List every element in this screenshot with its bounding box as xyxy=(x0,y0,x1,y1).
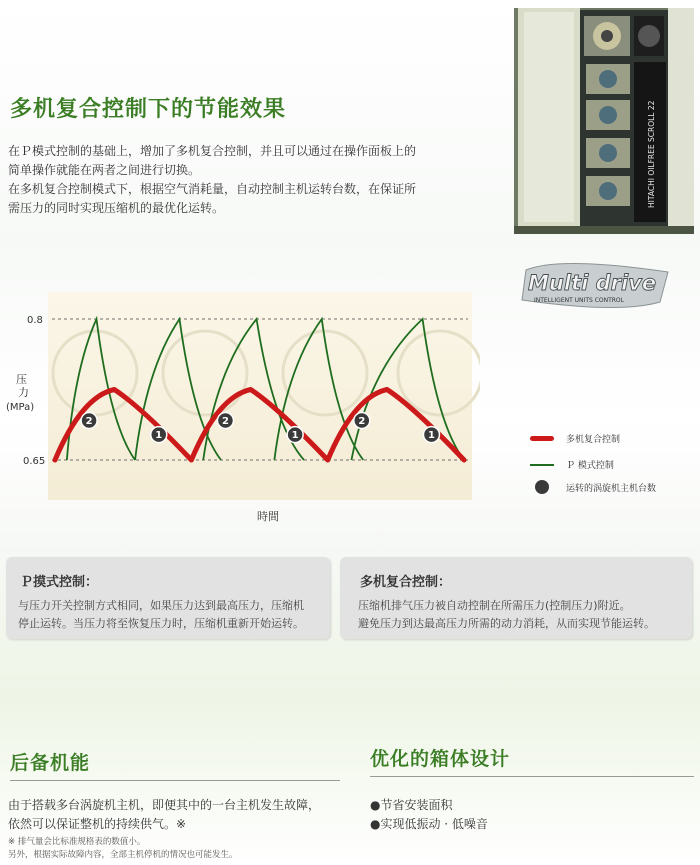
section-title-energy-saving: 多机复合控制下的节能效果 xyxy=(10,97,287,122)
ylabel-char: 力 xyxy=(18,386,29,399)
legend-item-multi xyxy=(530,432,620,445)
section-title-backup: 后备机能 xyxy=(10,752,91,774)
ytick-label-high: 0.8 xyxy=(27,315,43,326)
ytick-label-low: 0.65 xyxy=(23,456,46,467)
legend-item-units xyxy=(530,480,656,494)
bullet-item: ●节省安装面积 xyxy=(370,798,453,812)
panel-p-mode xyxy=(6,557,330,639)
legend-label: 运转的涡旋机主机台数 xyxy=(566,483,657,494)
unit-count-label: 2 xyxy=(221,416,229,428)
section-title-design: 优化的箱体设计 xyxy=(370,748,511,770)
panel-line: 与压力开关控制方式相同，如果压力达到最高压力，压缩机 xyxy=(18,599,304,612)
unit-count-label: 2 xyxy=(358,416,366,428)
panel-title: 多机复合控制： xyxy=(360,575,452,590)
panel-line: 停止运转。当压力将至恢复压力时，压缩机重新开始运转。 xyxy=(18,617,304,630)
note-line: 另外，根据实际故障内容，全部主机停机的情况也可能发生。 xyxy=(8,850,238,860)
intro-line: 在多机复合控制模式下，根据空气消耗量，自动控制主机运转台数，在保证所 xyxy=(8,182,417,196)
xlabel: 時間 xyxy=(257,510,279,523)
logo-sub-text: INTELLIGENT UNITS CONTROL xyxy=(534,297,624,304)
panel-multi-control xyxy=(340,557,692,639)
compressor-photo xyxy=(514,8,694,234)
intro-line: 需压力的同时实现压缩机的最优化运转。 xyxy=(8,201,225,215)
logo-main-text: Multi drive xyxy=(528,271,657,295)
multidrive-logo xyxy=(520,258,670,312)
panel-line: 压缩机排气压力被自动控制在所需压力(控制压力)附近。 xyxy=(358,599,631,612)
legend-label: 多机复合控制 xyxy=(566,435,621,445)
legend-swatch-green xyxy=(530,464,554,466)
intro-line: 简单操作就能在两者之间进行切换。 xyxy=(8,163,201,177)
backup-line: 依然可以保证整机的持续供气。※ xyxy=(8,817,187,831)
machine-label: HITACHI OILFREE SCROLL 22 xyxy=(647,100,656,208)
backup-text xyxy=(8,796,320,834)
design-bullets xyxy=(370,796,488,834)
backup-line: 由于搭载多台涡旋机主机，即便其中的一台主机发生故障， xyxy=(8,798,321,812)
note-line: ※ 排气量会比标准规格表的数值小。 xyxy=(8,837,146,847)
legend-label: Ｐ 模式控制 xyxy=(566,461,614,471)
panel-title: Ｐ摸式控制： xyxy=(20,575,99,590)
legend-swatch-red xyxy=(530,436,554,441)
section-divider xyxy=(370,776,694,777)
panel-body xyxy=(358,597,655,633)
legend-swatch-dot xyxy=(530,480,554,494)
section-divider xyxy=(10,780,340,781)
ylabel-char: 压 xyxy=(16,373,27,386)
ylabel-unit: (MPa) xyxy=(6,402,35,413)
unit-count-label: 2 xyxy=(85,416,93,428)
backup-notes xyxy=(8,836,238,862)
unit-count-label: 1 xyxy=(155,430,163,442)
pressure-chart xyxy=(0,285,480,535)
unit-count-label: 1 xyxy=(291,430,299,442)
intro-text xyxy=(8,142,508,218)
bullet-item: ●实现低振动 · 低噪音 xyxy=(370,817,488,831)
panel-line: 避免压力到达最高压力所需的动力消耗，从而实现节能运转。 xyxy=(358,617,655,630)
intro-line: 在Ｐ模式控制的基础上，增加了多机复合控制，并且可以通过在操作面板上的 xyxy=(8,144,417,158)
unit-count-label: 1 xyxy=(427,430,435,442)
legend-item-pmode xyxy=(530,458,614,471)
panel-body xyxy=(18,597,304,633)
